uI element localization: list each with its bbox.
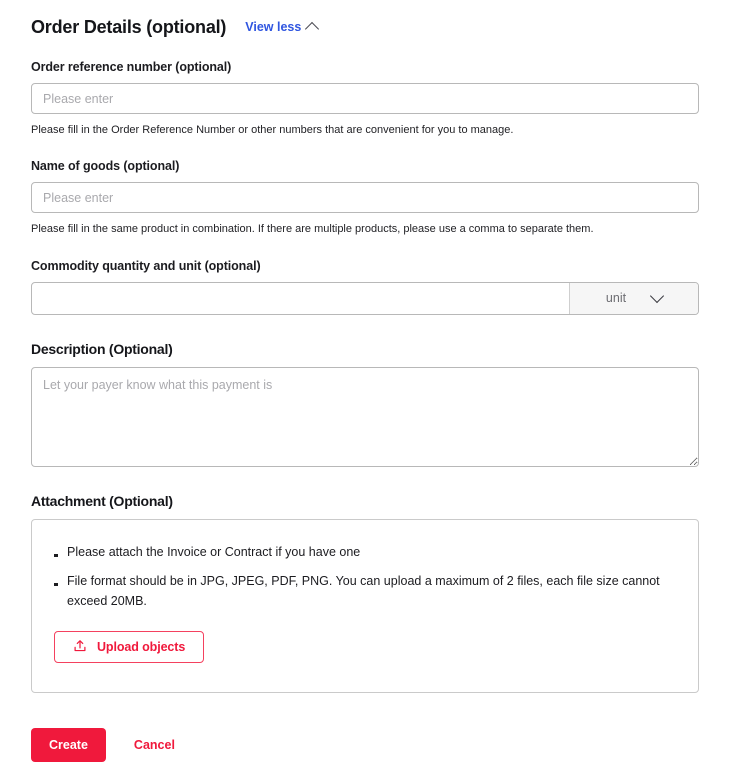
cancel-button[interactable]: Cancel	[130, 738, 179, 752]
commodity-quantity-field	[31, 259, 699, 315]
order-reference-help: Please fill in the Order Reference Number or other numbers that are convenient for you to manage.	[31, 124, 514, 136]
name-of-goods-help: Please fill in the same product in combination. If there are multiple products, please use a comma to separate them.	[31, 223, 594, 236]
attachment-heading: Attachment (Optional)	[31, 492, 173, 509]
name-of-goods-label: Name of goods (optional)	[31, 159, 180, 174]
form-actions	[31, 728, 699, 762]
order-reference-field	[31, 60, 699, 137]
page-title: Order Details (optional)	[31, 17, 227, 37]
commodity-quantity-label: Commodity quantity and unit (optional)	[31, 258, 261, 273]
create-button[interactable]: Create	[31, 728, 106, 762]
list-item: File format should be in JPG, JPEG, PDF, PNG. You can upload a maximum of 2 files, each file size cannot exceed 20MB.	[54, 571, 676, 612]
attachment-notes	[54, 542, 676, 612]
commodity-quantity-input[interactable]	[32, 283, 569, 314]
description-textarea[interactable]	[31, 367, 699, 467]
attachment-dropzone	[31, 519, 699, 693]
unit-select[interactable]	[569, 283, 698, 314]
unit-select-value: unit	[605, 291, 627, 306]
view-less-label: View less	[245, 20, 302, 35]
name-of-goods-input[interactable]	[31, 182, 699, 213]
description-section	[31, 341, 699, 467]
upload-objects-button[interactable]	[54, 631, 204, 663]
commodity-quantity-group	[31, 282, 699, 315]
upload-icon	[73, 639, 87, 656]
order-reference-label: Order reference number (optional)	[31, 60, 232, 74]
description-heading: Description (Optional)	[31, 340, 173, 357]
order-reference-input[interactable]	[31, 83, 699, 114]
name-of-goods-field	[31, 159, 699, 236]
section-header	[31, 0, 699, 38]
upload-objects-label: Upload objects	[97, 640, 186, 655]
view-less-toggle[interactable]	[245, 21, 317, 34]
chevron-down-icon	[650, 289, 664, 303]
list-item: Please attach the Invoice or Contract if you have one	[54, 542, 676, 562]
attachment-section	[31, 493, 699, 693]
chevron-up-icon	[305, 22, 319, 36]
